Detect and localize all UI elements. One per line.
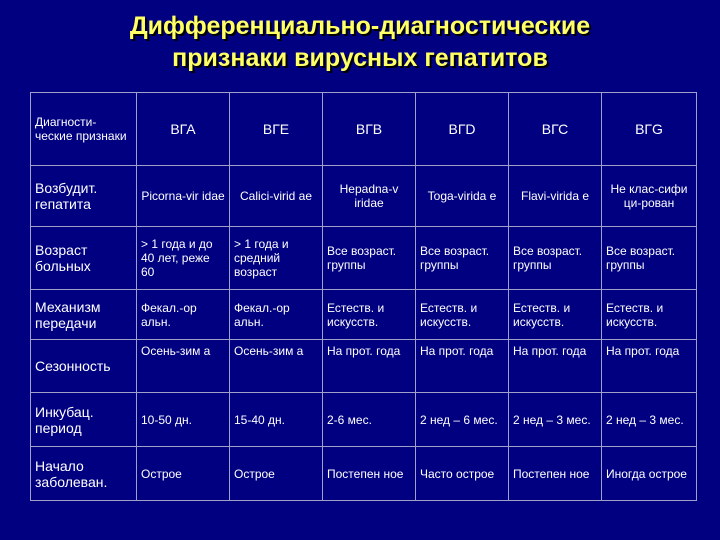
table-cell: 2-6 мес. [323, 393, 416, 447]
table-cell: Не клас-сифи ци-рован [602, 166, 697, 227]
table-cell: На прот. года [509, 340, 602, 393]
column-header: ВГА [137, 93, 230, 166]
table-cell: На прот. года [602, 340, 697, 393]
table-cell: Все возраст. группы [602, 227, 697, 290]
column-header: ВГG [602, 93, 697, 166]
table-row [31, 393, 697, 447]
column-header: ВГС [509, 93, 602, 166]
table-cell: 15-40 дн. [230, 393, 323, 447]
row-label: Сезонность [31, 340, 137, 393]
table-cell: 2 нед – 3 мес. [509, 393, 602, 447]
table-row [31, 290, 697, 340]
table-cell: Естеств. и искусств. [509, 290, 602, 340]
row-label: Механизм передачи [31, 290, 137, 340]
comparison-table [30, 92, 697, 501]
page-title [0, 10, 720, 74]
table-cell: > 1 года и средний возраст [230, 227, 323, 290]
table-cell: Фекал.-ор альн. [137, 290, 230, 340]
table-cell: Calici-virid ae [230, 166, 323, 227]
table-cell: Естеств. и искусств. [602, 290, 697, 340]
table-cell: Picorna-vir idae [137, 166, 230, 227]
column-header: ВГЕ [230, 93, 323, 166]
row-label: Возраст больных [31, 227, 137, 290]
table-cell: Часто острое [416, 447, 509, 501]
table-cell: Все возраст. группы [416, 227, 509, 290]
table-cell: Hepadna-v iridae [323, 166, 416, 227]
table-row [31, 166, 697, 227]
table-row [31, 447, 697, 501]
table-cell: Острое [137, 447, 230, 501]
table-cell: Постепен ное [509, 447, 602, 501]
table-cell: Естеств. и искусств. [323, 290, 416, 340]
table-cell: 2 нед – 6 мес. [416, 393, 509, 447]
title-line-2: признаки вирусных гепатитов [172, 44, 548, 72]
table-cell: Все возраст. группы [323, 227, 416, 290]
table-row [31, 340, 697, 393]
table-cell: На прот. года [416, 340, 509, 393]
column-header: ВГВ [323, 93, 416, 166]
table-cell: Острое [230, 447, 323, 501]
row-label: Начало заболеван. [31, 447, 137, 501]
table-cell: Toga-virida e [416, 166, 509, 227]
table-cell: Фекал.-ор альн. [230, 290, 323, 340]
table-cell: Осень-зим а [137, 340, 230, 393]
table-row [31, 227, 697, 290]
table-cell: Все возраст. группы [509, 227, 602, 290]
table-cell: 2 нед – 3 мес. [602, 393, 697, 447]
table-cell: Постепен ное [323, 447, 416, 501]
table-cell: > 1 года и до 40 лет, реже 60 [137, 227, 230, 290]
column-header: ВГD [416, 93, 509, 166]
header-row [31, 93, 697, 166]
table-cell: Осень-зим а [230, 340, 323, 393]
table-cell: 10-50 дн. [137, 393, 230, 447]
table-cell: Flavi-virida e [509, 166, 602, 227]
table-cell: На прот. года [323, 340, 416, 393]
row-label: Инкубац. период [31, 393, 137, 447]
table-cell: Естеств. и искусств. [416, 290, 509, 340]
row-label: Возбудит. гепатита [31, 166, 137, 227]
table-cell: Иногда острое [602, 447, 697, 501]
title-line-1: Дифференциально-диагностические [129, 12, 591, 40]
corner-header: Диагности-ческие признаки [31, 93, 137, 166]
